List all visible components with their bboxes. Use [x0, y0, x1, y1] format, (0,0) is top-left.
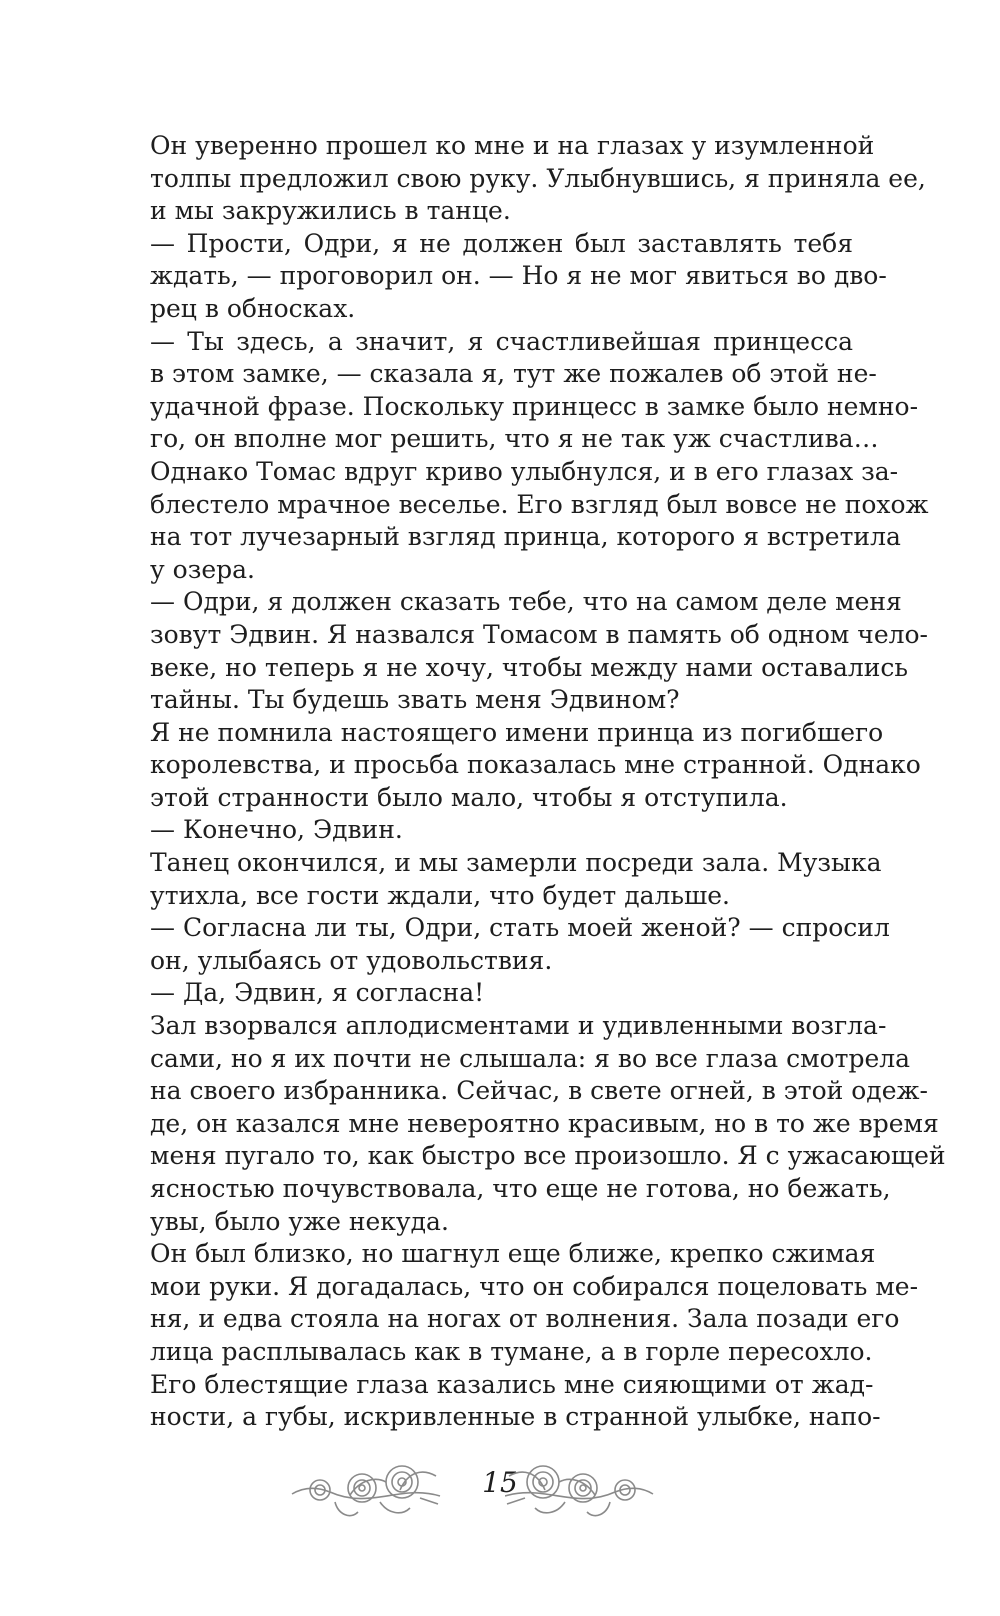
text-line: зовут Эдвин. Я назвался Томасом в память об одном чело-: [150, 619, 929, 649]
text-line: де, он казался мне невероятно красивым, но в то же время: [150, 1108, 939, 1138]
text-line: этой странности было мало, чтобы я отступила.: [150, 782, 788, 812]
paragraph: [113, 326, 929, 587]
text-line: Зал взорвался аплодисментами и удивленными возгла-: [150, 1011, 887, 1041]
text-line: он, улыбаясь от удовольствия.: [150, 945, 553, 975]
text-line: утихла, все гости ждали, что будет дальше.: [150, 880, 730, 910]
paragraph: [113, 130, 926, 228]
paragraph: [113, 228, 887, 326]
text-line: и мы закружились в танце.: [150, 196, 511, 226]
paragraph: [113, 847, 882, 912]
text-line: — Конечно, Эдвин.: [150, 815, 403, 845]
text-line: мои руки. Я догадалась, что он собирался поцеловать ме-: [150, 1271, 919, 1301]
page-footer: [0, 1440, 1000, 1530]
text-line: блестело мрачное веселье. Его взгляд был вовсе не похож: [150, 489, 929, 519]
text-line: сами, но я их почти не слышала: я во все глаза смотрела: [150, 1043, 911, 1073]
paragraph: [113, 977, 853, 1010]
text-line: Однако Томас вдруг криво улыбнулся, и в его глазах за-: [150, 456, 899, 486]
text-line: — Согласна ли ты, Одри, стать моей женой? — спросил: [150, 913, 890, 943]
rose-ornament-right-icon: [505, 1440, 885, 1530]
paragraph: [113, 1010, 946, 1238]
text-line: — Прости, Одри, я не должен был заставлять тебя: [150, 228, 853, 258]
paragraph: [113, 717, 921, 815]
text-line: на своего избранника. Сейчас, в свете огней, в этой одеж-: [150, 1076, 928, 1106]
text-line: — Ты здесь, а значит, я счастливейшая принцесса: [150, 326, 853, 356]
text-line: королевства, и просьба показалась мне странной. Однако: [150, 750, 921, 780]
text-line: увы, было уже некуда.: [150, 1206, 449, 1236]
text-line: го, он вполне мог решить, что я не так уж счастлива…: [150, 424, 879, 454]
text-line: ждать, — проговорил он. — Но я не мог явиться во дво-: [150, 261, 887, 291]
text-line: Я не помнила настоящего имени принца из погибшего: [150, 717, 884, 747]
text-line: меня пугало то, как быстро все произошло. Я с ужасающей: [150, 1141, 946, 1171]
text-line: на тот лучезарный взгляд принца, которого я встретила: [150, 522, 901, 552]
text-line: рец в обносках.: [150, 293, 356, 323]
paragraph: [113, 912, 890, 977]
text-line: — Да, Эдвин, я согласна!: [150, 978, 485, 1008]
text-line: лица расплывалась как в тумане, а в горле пересохло.: [150, 1336, 873, 1366]
text-line: удачной фразе. Поскольку принцесс в замке было немно-: [150, 391, 919, 421]
paragraph: [113, 586, 929, 716]
text-line: Его блестящие глаза казались мне сияющими от жад-: [150, 1369, 874, 1399]
text-line: ня, и едва стояла на ногах от волнения. Зала позади его: [150, 1304, 900, 1334]
text-line: толпы предложил свою руку. Улыбнувшись, я приняла ее,: [150, 163, 926, 193]
paragraph: [113, 1238, 919, 1368]
page-number: 15: [482, 1466, 518, 1499]
text-line: у озера.: [150, 554, 255, 584]
text-line: Он был близко, но шагнул еще ближе, крепко сжимая: [150, 1239, 876, 1269]
paragraph: [113, 1369, 881, 1434]
body-text: [113, 130, 946, 1434]
text-line: ясностью почувствовала, что еще не готова, но бежать,: [150, 1174, 891, 1203]
text-line: Он уверенно прошел ко мне и на глазах у изумленной: [150, 131, 875, 160]
text-line: ности, а губы, искривленные в странной улыбке, напо-: [150, 1402, 881, 1432]
text-line: тайны. Ты будешь звать меня Эдвином?: [150, 685, 680, 715]
paragraph: [113, 814, 853, 847]
text-line: в этом замке, — сказала я, тут же пожалев об этой не-: [150, 359, 877, 389]
text-line: — Одри, я должен сказать тебе, что на самом деле меня: [150, 587, 902, 617]
text-line: Танец окончился, и мы замерли посреди зала. Музыка: [150, 848, 882, 878]
text-line: веке, но теперь я не хочу, чтобы между нами оставались: [150, 652, 909, 682]
